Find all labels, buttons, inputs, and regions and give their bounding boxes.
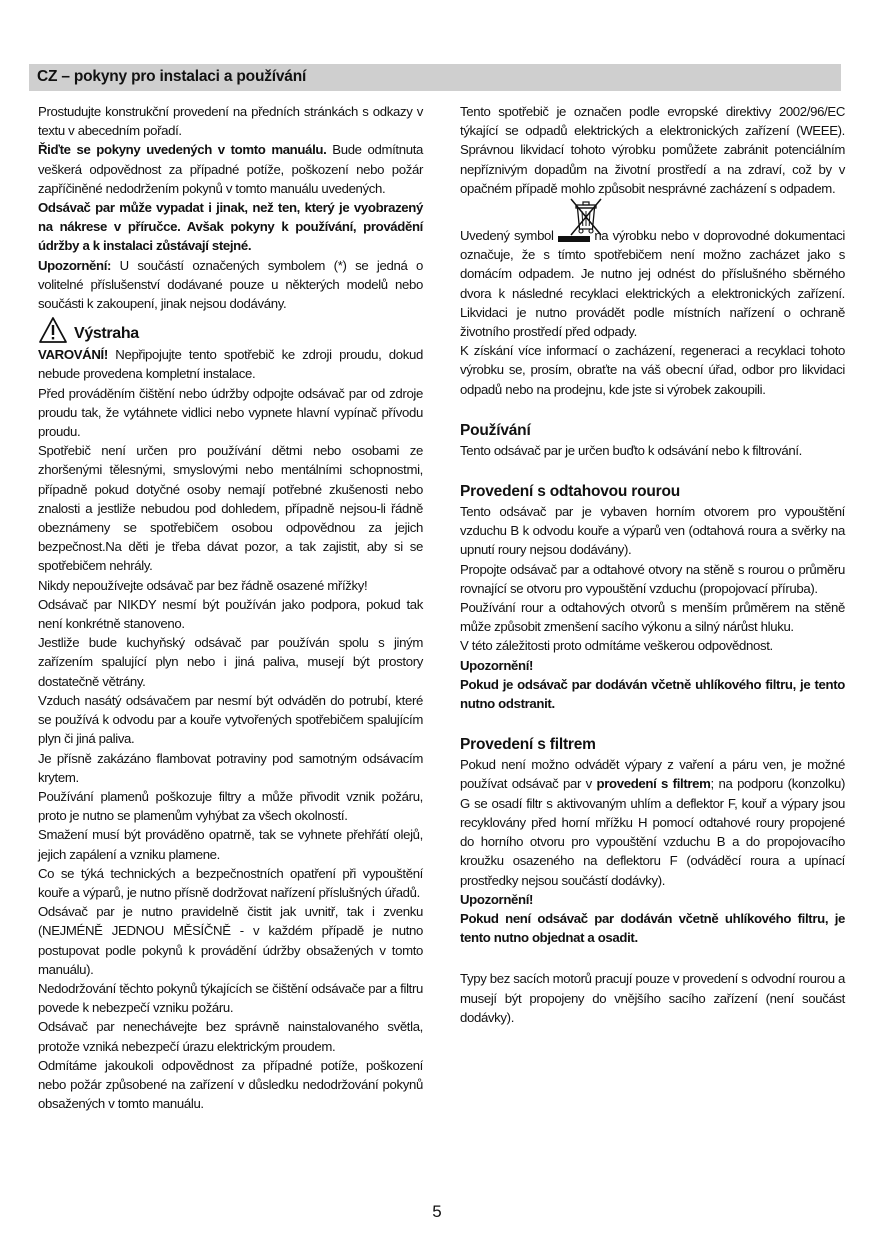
manual-rule-text: Bude odmítnuta veškerá odpovědnost za případné potíže, poškození nebo požár zapříčiněné nedodržením pokynů v tomto manuálu uvedených. (38, 142, 424, 196)
safety-paragraph: Odsávač par je nutno pravidelně čistit jak uvnitř, tak i zvenku (NEJMÉNĚ JEDNOU MĚSÍČNĚ - v každém případě je nutno postupovat podle pokynů k provádění údržby obsažených v tomto manuálu). (38, 904, 423, 977)
crossed-bin-icon (568, 196, 604, 238)
filter-heading: Provedení s filtrem (460, 736, 596, 754)
note-text: U součástí označených symbolem (*) se jedná o volitelné příslušenství dodávané pouze u některých modelů nebo součásti k zakoupení, jinak nejsou dodávány. (38, 257, 423, 312)
left-column (38, 102, 423, 1113)
duct-paragraph: Propojte odsávač par a odtahové otvory na stěně s rourou o průměru rovnající se otvoru pro vypouštění vzduchu (propojovací příruba). (460, 561, 845, 596)
duct-note-label: Upozornění! (460, 657, 534, 673)
safety-paragraph: Nedodržování těchto pokynů týkajících se čištění odsávače par a filtru povede k nebezpečí vzniku požáru. (38, 980, 423, 1016)
warning-title: Výstraha (74, 324, 139, 342)
duct-heading: Provedení s odtahovou rourou (460, 483, 681, 501)
safety-paragraph: Používání plamenů poškozuje filtry a může přivodit vznik požáru, proto je nutno se plamenům vyhýbat za všech okolností. (38, 788, 423, 824)
note-paragraph (38, 256, 423, 314)
recycling-info-paragraph: K získání více informací o zacházení, regeneraci a recyklaci tohoto výrobku se, prosím, obraťte na váš obecní úřad, odbor pro likvidaci odpadů nebo na prodejnu, kde jste si výrobek zakoupili. (460, 343, 845, 397)
warning-paragraph (38, 345, 423, 383)
safety-paragraph: Je přísně zakázáno flambovat potraviny pod samotným odsávacím krytem. (38, 750, 423, 785)
right-column (460, 102, 845, 1027)
motorless-paragraph: Typy bez sacích motorů pracují pouze v provedení s odvodní rourou a musejí být propojeny do vnějšího sacího zařízení (není součást dodávky). (460, 971, 845, 1025)
weee-block (460, 226, 845, 341)
usage-paragraph: Tento odsávač par je určen buďto k odsávání nebo k filtrování. (460, 442, 802, 458)
warning-label: VAROVÁNÍ! (38, 347, 108, 363)
weee-symbol-text-before: Uvedený symbol (460, 228, 558, 244)
safety-paragraph: Spotřebič není určen pro používání dětmi nebo osobami ze zhoršenými tělesnými, smyslovými nebo mentálními schopnostmi, případně pokud dotyčné osoby nemají potřebné zkušenosti nebo znalosti a jestliže nebudou pod dohledem, případně nejsou-li řádně obeznámeny se spotřebičem osobou odpovědnou za jejich bezpečnost.Na děti je třeba dávat pozor, a tak zajistit, aby si se spotřebičem nehrály. (38, 443, 423, 574)
manual-rule-bold: Řiďte se pokyny uvedených v tomto manuálu. (38, 142, 327, 158)
duct-paragraph: Tento odsávač par je vybaven horním otvorem pro vypouštění vzduchu B k odvodu kouře a výparů ven (odtahová roura a svěrky na upnutí roury nejsou dodávány). (460, 504, 845, 558)
warning-triangle-icon (38, 316, 68, 344)
safety-paragraph: Smažení musí být prováděno opatrně, tak se vyhnete přehřátí olejů, jejich zapálení a vzniku plamene. (38, 827, 423, 862)
warning-heading (38, 315, 423, 345)
manual-rule-paragraph (38, 140, 423, 198)
filter-note-text: Pokud není odsávač par dodáván včetně uhlíkového filtru, je tento nutno objednat a osadit. (460, 910, 845, 946)
usage-heading: Používání (460, 421, 531, 439)
safety-paragraph: Nikdy nepoužívejte odsávač par bez řádně osazené mřížky! (38, 577, 368, 593)
safety-paragraph: Odsávač par nenechávejte bez správně nainstalovaného světla, protože vzniká nebezpečí úrazu elektrickým proudem. (38, 1019, 423, 1054)
filter-paragraph (460, 755, 845, 889)
filter-text-bold: provedení s filtrem (596, 776, 711, 792)
safety-paragraph: Co se týká technických a bezpečnostních opatření při vypouštění kouře a výparů, je nutno přísně dodržovat nařízení příslušných úřadů. (38, 865, 423, 900)
safety-paragraph: Odmítáme jakoukoli odpovědnost za případné potíže, poškození nebo požár způsobené na zařízení v důsledku nedodržování pokynů obsažených v tomto manuálu. (38, 1057, 423, 1112)
weee-intro-paragraph: Tento spotřebič je označen podle evropské direktivy 2002/96/EC týkající se odpadů elektrických a elektronických zařízení (WEEE). Správnou likvidací tohoto výrobku pomůžete zabránit potenciálním nepříznivým dopadům na životní prostředí a na zdraví, což by v opačném případě mohlo způsobit nesprávné zacházení s odpadem. (460, 104, 845, 196)
filter-text-before: Pokud není možno odvádět výpary z vaření a páru ven, je možné používat odsávač par v (460, 757, 845, 792)
filter-note-label: Upozornění! (460, 891, 534, 907)
safety-paragraph: Odsávač par NIKDY nesmí být používán jako podpora, pokud tak není konkrétně stanoveno. (38, 596, 423, 632)
weee-symbol-text-after: na výrobku nebo v doprovodné dokumentaci označuje, že s tímto spotřebičem není možno zacházet jako s domácím odpadem. Je nutno jej odnést do příslušného sběrného dvora k následné recyklaci elektrických a elektronických zařízení. Likvidaci je nutno provádět podle místních nařízení o ochraně životního prostředí před odpady. (460, 228, 845, 340)
weee-symbol-paragraph (460, 226, 845, 341)
section-header (29, 64, 841, 91)
section-title: CZ – pokyny pro instalaci a používání (37, 68, 307, 85)
safety-paragraph: Vzduch nasátý odsávačem par nesmí být odváděn do potrubí, které se používá k odvodu par a kouře vytvořených spotřebičem spalujícím plyn či jiná paliva. (38, 692, 423, 747)
warning-text: Nepřipojujte tento spotřebič ke zdroji proudu, dokud nebude provedena kompletní instalace. (38, 347, 423, 382)
duct-paragraph: V této záležitosti proto odmítáme veškerou odpovědnost. (460, 638, 773, 654)
duct-paragraph: Používání rour a odtahových otvorů s menším průměrem na stěně může způsobit zmenšení sacího výkonu a silný nárůst hluku. (460, 600, 845, 635)
appearance-paragraph: Odsávač par může vypadat i jinak, než ten, který je vyobrazený na nákrese v příručce. Avšak pokyny k používání, provádění údržby a k instalaci zůstávají stejné. (38, 200, 423, 254)
note-label: Upozornění: (38, 257, 112, 273)
filter-text-after: ; na podporu (konzolku) G se osadí filtr s aktivovaným uhlím a deflektor F, kouř a výpary jsou recyklovány před horní mřížku H pomocí odtahové roury propojené do horního otvoru pro vypouštění vzduchu B a do propojovacího kroužku osazeného na deflektoru F (odváděcí roura a upínací prostředky nejsou součástí dodávky). (460, 776, 845, 888)
page-number: 5 (432, 1202, 442, 1221)
intro-paragraph: Prostudujte konstrukční provedení na předních stránkách s odkazy v textu v abecedním pořadí. (38, 104, 423, 139)
safety-paragraph: Jestliže bude kuchyňský odsávač par používán spolu s jiným zařízením spalující plyn nebo i jiná paliva, musejí být prostory dostatečně větrány. (38, 635, 423, 689)
duct-note-text: Pokud je odsávač par dodáván včetně uhlíkového filtru, je tento nutno odstranit. (460, 676, 845, 712)
safety-paragraph: Před prováděním čištění nebo údržby odpojte odsávač par od zdroje proudu tak, že vytáhnete vidlici nebo vypnete hlavní vypínač přívodu proudu. (38, 385, 423, 440)
